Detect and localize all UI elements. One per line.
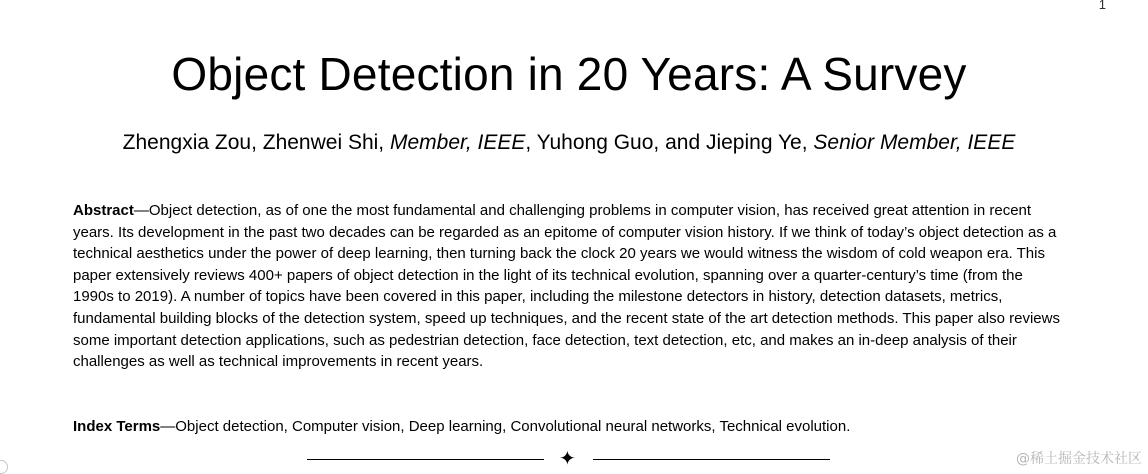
abstract-label: Abstract bbox=[73, 202, 134, 219]
divider-rule-left bbox=[307, 459, 544, 460]
abstract-text: —Object detection, as of one the most fundamental and challenging problems in computer vision, has received great attention in recent years. Its development in the past two decades can be regarded as an epitome of computer vision history. If we think of today’s object detection as a technical aesthetics under the power of deep learning, then turning back the clock 20 years we would witness the wisdom of cold weapon era. This paper extensively reviews 400+ papers of object detection in the light of its technical evolution, spanning over a quarter-century’s time (from the 1990s to 2019). A number of topics have been covered in this paper, including the milestone detectors in history, detection datasets, metrics, fundamental building blocks of the detection system, speed up techniques, and the recent state of the art detection methods. This paper also reviews some important detection applications, such as pedestrian detection, face detection, text detection, etc, and makes an in-deep analysis of their challenges as well as technical improvements in recent years. bbox=[73, 202, 1060, 371]
paper-title: Object Detection in 20 Years: A Survey bbox=[171, 48, 967, 100]
index-terms-paragraph bbox=[73, 416, 1063, 437]
author-line bbox=[0, 131, 1138, 155]
author-affiliation-senior-member: Senior Member, IEEE bbox=[813, 131, 1016, 154]
author-names-part2: , Yuhong Guo, and Jieping Ye, bbox=[525, 131, 814, 154]
watermark: @稀土掘金技术社区 bbox=[1016, 451, 1142, 467]
edge-circle-icon bbox=[0, 460, 8, 474]
index-terms-text: —Object detection, Computer vision, Deep learning, Convolutional neural networks, Technical evolution. bbox=[160, 418, 851, 435]
author-names-part1: Zhengxia Zou, Zhenwei Shi, bbox=[122, 131, 390, 154]
divider-rule-right bbox=[593, 459, 830, 460]
author-affiliation-member: Member, IEEE bbox=[389, 131, 526, 154]
section-divider bbox=[0, 446, 1138, 470]
divider-star-icon: ✦ bbox=[559, 446, 576, 470]
page-number: 1 bbox=[1098, 0, 1106, 12]
index-terms-label: Index Terms bbox=[73, 418, 161, 435]
abstract-paragraph bbox=[73, 200, 1063, 373]
